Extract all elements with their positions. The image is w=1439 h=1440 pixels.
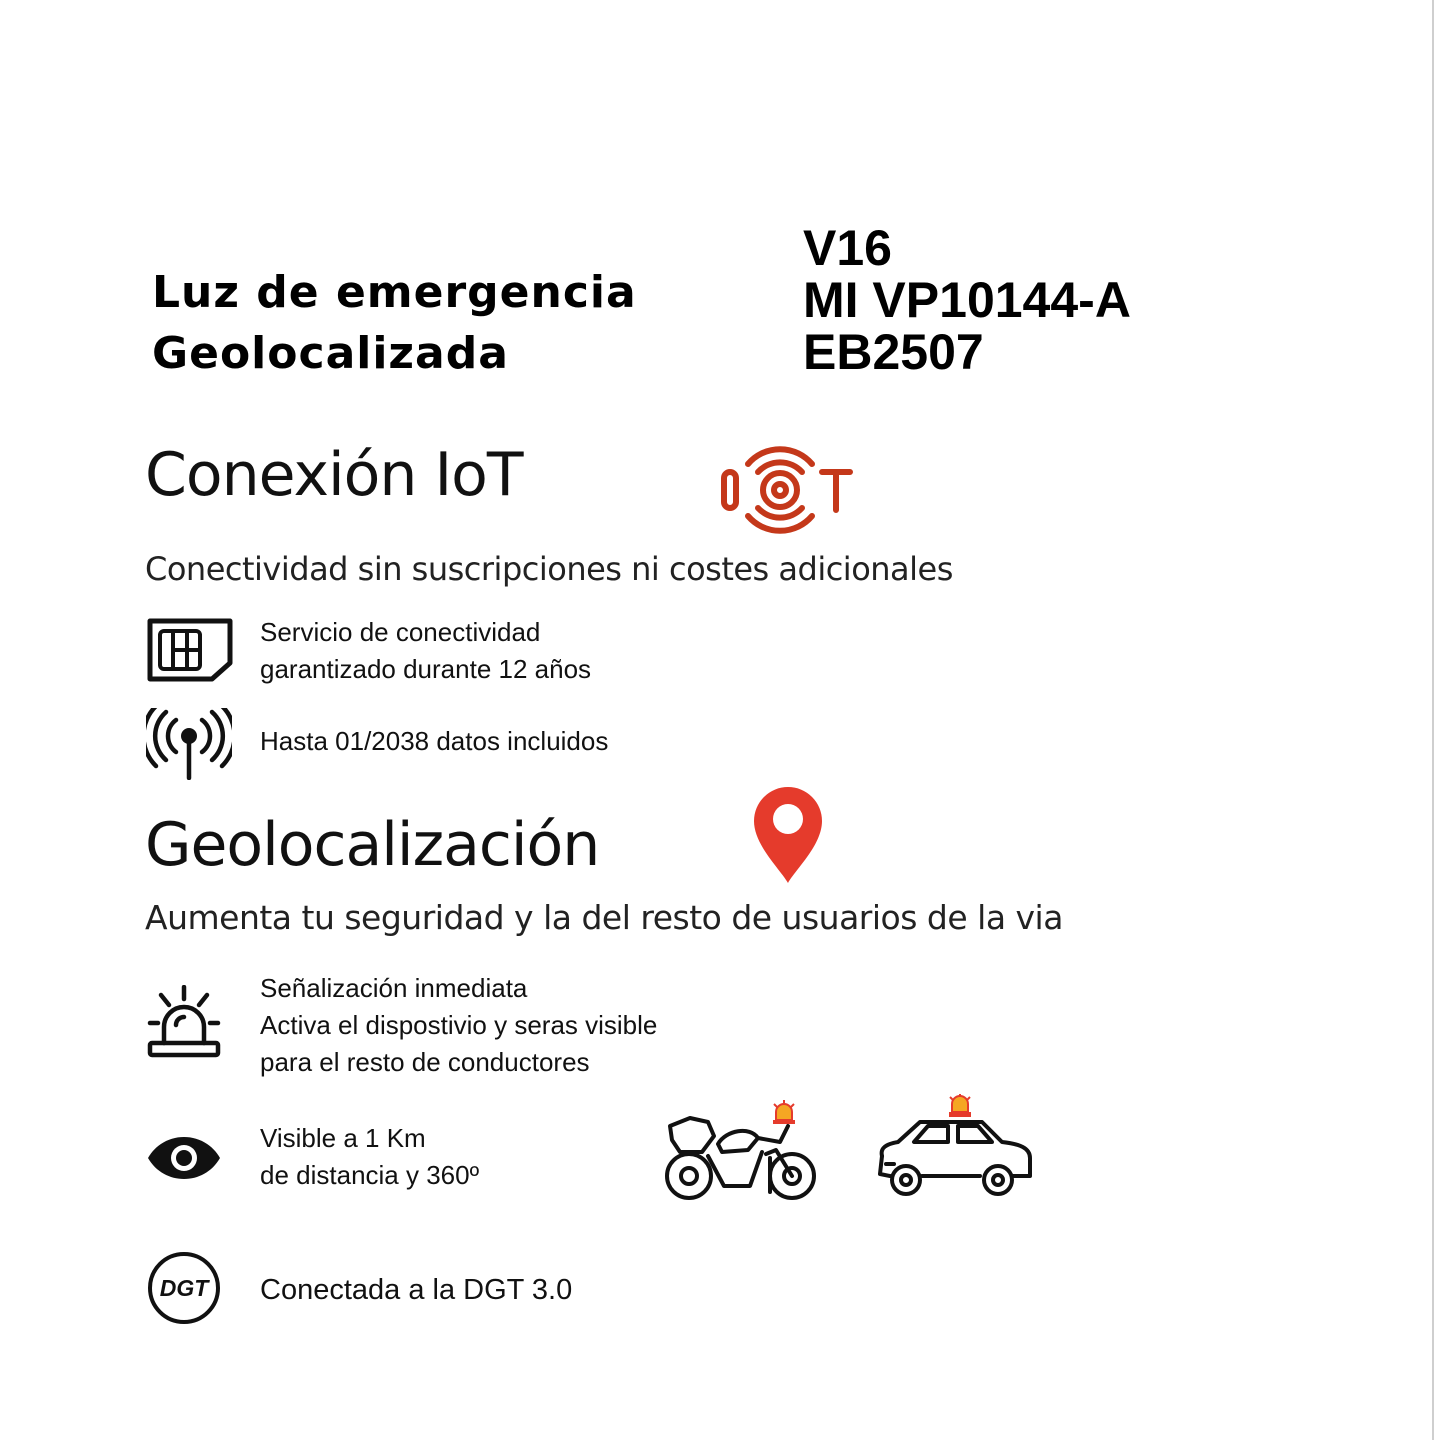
eye-icon bbox=[146, 1133, 222, 1183]
model-code-line-3: EB2507 bbox=[803, 324, 984, 380]
model-code-line-2: MI VP10144-A bbox=[803, 272, 1131, 328]
iot-feature-connectivity-line-1: Servicio de conectividad bbox=[260, 617, 541, 647]
iot-section-title: Conexión IoT bbox=[145, 440, 523, 510]
car-beacon-icon bbox=[874, 1094, 1034, 1202]
iot-feature-data-line-1: Hasta 01/2038 datos incluidos bbox=[260, 726, 609, 756]
geo-feature-dgt-line-1: Conectada a la DGT 3.0 bbox=[260, 1274, 573, 1306]
iot-feature-connectivity bbox=[260, 614, 591, 688]
dgt-badge-icon bbox=[146, 1250, 222, 1326]
geo-feature-visibility bbox=[260, 1120, 479, 1194]
motorcycle-beacon-icon bbox=[662, 1100, 820, 1204]
geo-feature-signaling-line-3: para el resto de conductores bbox=[260, 1047, 590, 1077]
model-code-line-1: V16 bbox=[803, 220, 892, 276]
geo-feature-signaling-line-1: Señalización inmediata bbox=[260, 973, 528, 1003]
geo-section-subtitle: Aumenta tu seguridad y la del resto de usuarios de la via bbox=[145, 898, 1063, 937]
iot-feature-connectivity-line-2: garantizado durante 12 años bbox=[260, 654, 592, 684]
product-title-line-1: Luz de emergencia bbox=[152, 267, 637, 318]
iot-logo-icon bbox=[718, 442, 856, 538]
iot-section-subtitle: Conectividad sin suscripciones ni costes adicionales bbox=[145, 550, 953, 588]
iot-feature-data bbox=[260, 723, 608, 760]
model-codes bbox=[803, 222, 1131, 378]
geo-feature-visibility-line-2: de distancia y 360º bbox=[260, 1160, 480, 1190]
sim-card-icon bbox=[146, 617, 234, 683]
geo-feature-signaling bbox=[260, 970, 657, 1081]
product-title bbox=[152, 262, 637, 384]
beacon-light-icon bbox=[144, 985, 224, 1060]
geo-feature-visibility-line-1: Visible a 1 Km bbox=[260, 1123, 426, 1153]
geo-feature-dgt bbox=[260, 1272, 572, 1309]
location-pin-icon bbox=[750, 783, 826, 885]
geo-section-title: Geolocalización bbox=[145, 810, 600, 880]
dgt-badge-text: DGT bbox=[159, 1275, 209, 1301]
right-edge-rule bbox=[1432, 0, 1434, 1440]
geo-feature-signaling-line-2: Activa el dispostivio y seras visible bbox=[260, 1010, 658, 1040]
antenna-signal-icon bbox=[146, 708, 232, 780]
product-title-line-2: Geolocalizada bbox=[152, 328, 509, 379]
